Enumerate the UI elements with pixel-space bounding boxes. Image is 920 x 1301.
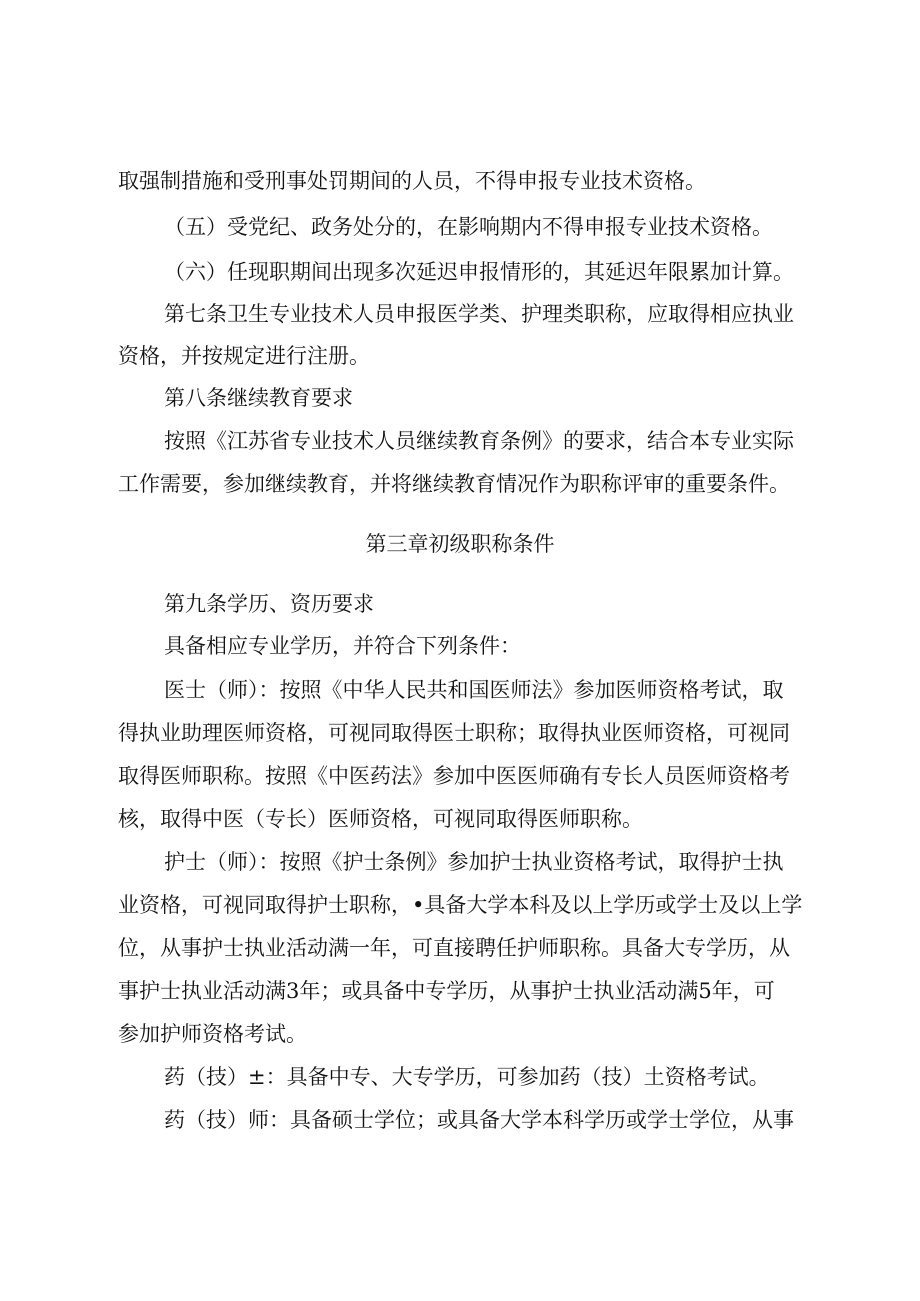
paragraph-line: 业资格，可视同取得护士职称，•具备大学本科及以上学历或学士及以上学	[118, 893, 803, 917]
paragraph-line: 事护士执业活动满3年；或具备中专学历，从事护士执业活动满5年，可	[118, 979, 775, 1003]
paragraph-line: 取得医师职称。按照《中医药法》参加中医医师确有专长人员医师资格考	[118, 764, 790, 788]
paragraph-line: 药（技）师：具备硕士学位；或具备大学本科学历或学士学位，从事	[164, 1108, 794, 1132]
paragraph-line: 医士（师）：按照《中华人民共和国医师法》参加医师资格考试，取	[164, 678, 784, 702]
paragraph-line: 工作需要，参加继续教育，并将继续教育情况作为职称评审的重要条件。	[118, 472, 790, 496]
paragraph-line: 具备相应专业学历，并符合下列条件：	[164, 634, 521, 658]
chapter-title: 第三章初级职称条件	[365, 532, 555, 556]
paragraph-line: 取强制措施和受刑事处罚期间的人员，不得申报专业技术资格。	[118, 169, 706, 193]
paragraph-line: 药（技）±：具备中专、大专学历，可参加药（技）土资格考试。	[164, 1065, 770, 1089]
section-heading: 第八条继续教育要求	[164, 386, 353, 410]
paragraph-line: 第七条卫生专业技术人员申报医学类、护理类职称，应取得相应执业	[164, 302, 794, 326]
paragraph-line: （六）任现职期间出现多次延迟申报情形的，其延迟年限累加计算。	[164, 260, 794, 284]
paragraph-line: 核，取得中医（专长）医师资格，可视同取得医师职称。	[118, 807, 643, 831]
paragraph-line: 资格，并按规定进行注册。	[118, 344, 370, 368]
paragraph-line: （五）受党纪、政务处分的，在影响期内不得申报专业技术资格。	[164, 215, 773, 239]
section-heading: 第九条学历、资历要求	[164, 592, 374, 616]
paragraph-line: 位，从事护士执业活动满一年，可直接聘任护师职称。具备大专学历，从	[118, 936, 790, 960]
paragraph-line: 参加护师资格考试。	[118, 1022, 307, 1046]
paragraph-line: 得执业助理医师资格，可视同取得医士职称；取得执业医师资格，可视同	[118, 721, 790, 745]
paragraph-line: 护士（师）：按照《护士条例》参加护士执业资格考试，取得护士执	[164, 850, 784, 874]
paragraph-line: 按照《江苏省专业技术人员继续教育条例》的要求，结合本专业实际	[164, 429, 794, 453]
